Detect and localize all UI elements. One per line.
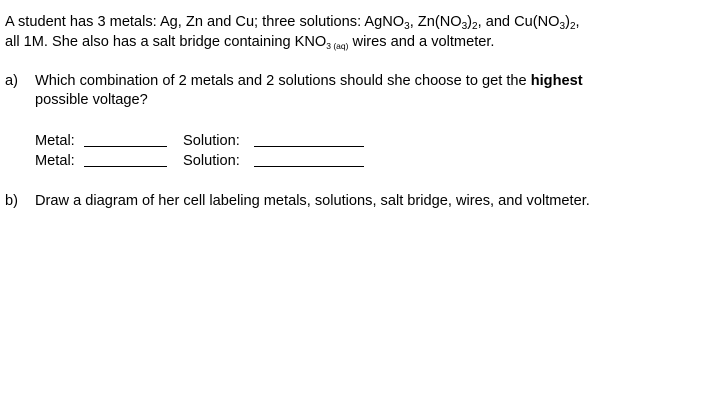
question-a-emphasis: highest <box>530 73 583 89</box>
question-a-letter: a) <box>5 73 18 89</box>
answer-row-1 <box>35 132 395 152</box>
metal-label: Metal: <box>35 133 75 149</box>
intro-text: all 1M. She also has a salt bridge containing KNO <box>5 34 327 50</box>
intro-text: A student has 3 metals: Ag, Zn and Cu; three solutions: AgNO <box>5 14 405 30</box>
subscript: 2 <box>472 21 478 32</box>
intro-text: , Zn(NO <box>409 14 462 30</box>
question-b-letter: b) <box>5 193 18 209</box>
subscript: 3 (aq) <box>326 41 349 51</box>
intro-text: ) <box>467 14 473 30</box>
subscript: 3 <box>404 21 410 32</box>
solution-answer-blank[interactable] <box>254 146 364 147</box>
question-a-text-end: possible voltage? <box>35 92 148 108</box>
metal-answer-blank[interactable] <box>84 166 167 167</box>
metal-label: Metal: <box>35 153 75 169</box>
subscript: 2 <box>569 21 576 32</box>
answer-row-2 <box>35 152 395 172</box>
solution-label: Solution: <box>183 133 240 149</box>
intro-text: , <box>575 14 580 30</box>
intro-text: , and Cu(NO <box>477 14 560 30</box>
intro-text: wires and a voltmeter. <box>348 34 495 50</box>
metal-answer-blank[interactable] <box>84 146 167 147</box>
solution-label: Solution: <box>183 153 240 169</box>
solution-answer-blank[interactable] <box>254 166 364 167</box>
question-a-text <box>35 72 695 110</box>
answer-blanks <box>35 132 395 172</box>
question-a-text-start: Which combination of 2 metals and 2 solutions should she choose to get the <box>35 73 531 89</box>
problem-statement <box>5 13 715 52</box>
intro-line-1 <box>5 13 715 32</box>
intro-text: ) <box>565 14 570 30</box>
subscript: 3 <box>461 21 468 32</box>
intro-line-2 <box>5 33 715 52</box>
subscript: 3 <box>559 21 566 32</box>
question-b-text: Draw a diagram of her cell labeling metals, solutions, salt bridge, wires, and voltmeter. <box>35 193 590 209</box>
